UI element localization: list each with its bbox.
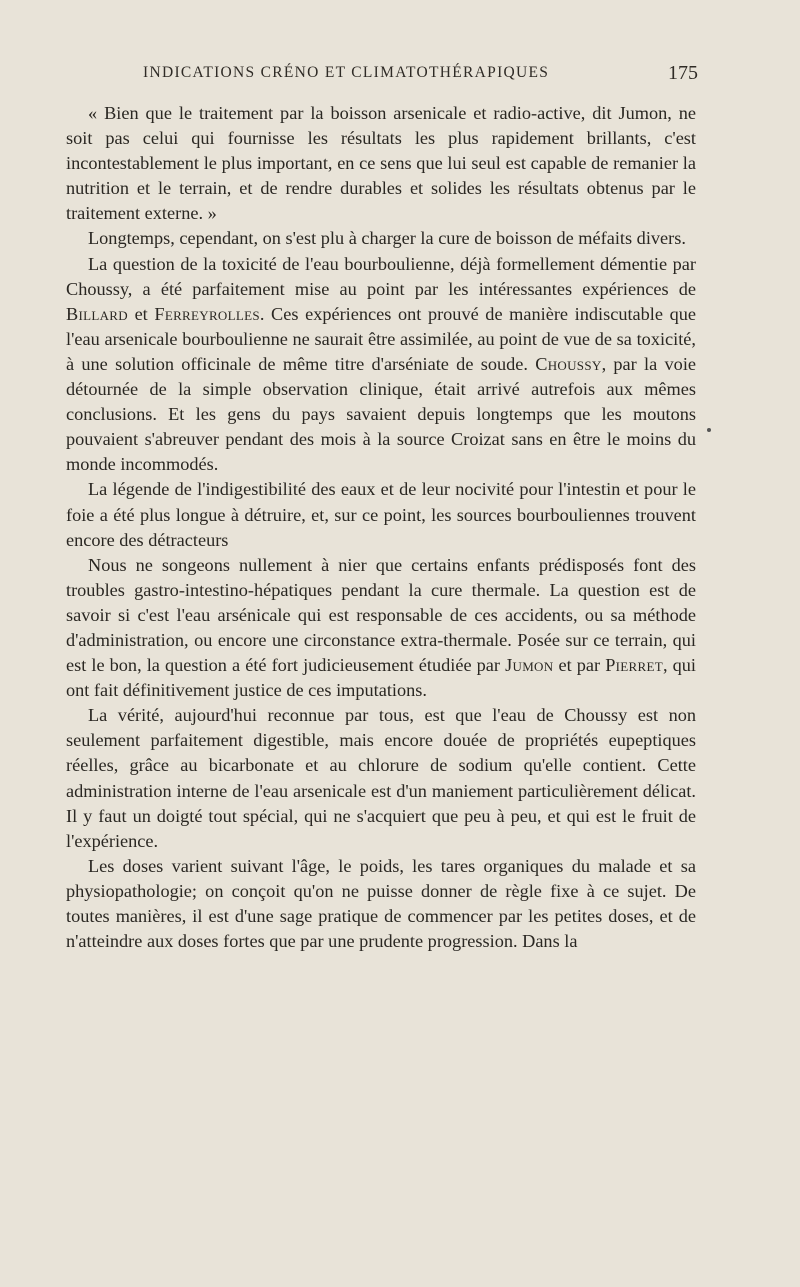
text-run: Nous ne songeons nullement à nier que certains enfants prédisposés font des troubles gastro-intestino-hépatiques pendant la cure thermale. La question est de savoir si c'est l'eau arsénicale qui est responsable de ces accidents, ou sa méthode d'administration, ou encore une circonstance extra-thermale. Posée sur ce terrain, qui est le bon, la question a été fort judicieusement étudiée par xyxy=(66,554,696,676)
paragraph xyxy=(66,252,696,478)
text-run: . Ces expériences ont prouvé de manière indiscutable que l'eau arsenicale bourboulienne ne saurait être assimilée, au point de vue de sa toxicité, à une solution officinale de même titre d'arséniate de soude. xyxy=(66,303,696,374)
text-run: et xyxy=(127,303,155,324)
paragraph xyxy=(66,854,696,954)
running-title: INDICATIONS CRÉNO ET CLIMATOTHÉRAPIQUES xyxy=(143,64,550,81)
paragraph xyxy=(66,101,696,226)
text-run: La vérité, aujourd'hui reconnue par tous, est que l'eau de Choussy est non seulement parfaitement digestible, mais encore douée de propriétés eupeptiques réelles, grâce au bicarbonate et au chlorure de sodium qu'elle contient. Cette administration interne de l'eau arsenicale est d'un maniement particulièrement délicat. Il y faut un doigté tout spécial, qui ne s'acquiert que peu à peu, et qui est le fruit de l'expérience. xyxy=(66,705,696,851)
paragraph xyxy=(66,226,696,251)
text-run: Les doses varient suivant l'âge, le poids, les tares organiques du malade et sa physiopathologie; on conçoit qu'on ne puisse donner de règle fixe à ce sujet. De toutes manières, il est d'une sage pratique de commencer par les petites doses, et de n'atteindre aux doses fortes que par une prudente progression. Dans la xyxy=(66,855,696,952)
text-run: La question de la toxicité de l'eau bourboulienne, déjà formellement démentie par Choussy, a été parfaitement mise au point par les intéressantes expériences de xyxy=(66,253,696,299)
text-run: et par xyxy=(553,655,606,676)
text-run: « Bien que le traitement par la boisson arsenicale et radio-active, dit Jumon, ne soit pas celui qui fournisse les résultats les plus rapidement brillants, c'est incontestablement le plus important, en ce sens que lui seul est capable de remanier la nutrition et le terrain, et de rendre durables et solides les résultats obtenus par le traitement externe. » xyxy=(66,103,696,224)
page-header xyxy=(140,62,698,86)
body-text xyxy=(66,101,696,954)
paragraph xyxy=(66,553,696,704)
page-number: 175 xyxy=(668,62,698,84)
author-name: Ferreyrolles xyxy=(154,303,260,324)
author-name: Choussy xyxy=(535,353,602,374)
ink-speck xyxy=(707,428,711,432)
text-run: , qui ont fait définitivement justice de ces imputations. xyxy=(66,655,696,701)
author-name: Billard xyxy=(66,303,128,324)
author-name: Pierret xyxy=(605,655,663,676)
text-run: La légende de l'indigestibilité des eaux et de leur nocivité pour l'intestin et pour le foie a été plus longue à détruire, et, sur ce point, les sources bourbouliennes trouvent encore des détracteurs xyxy=(66,479,696,550)
author-name: Jumon xyxy=(505,655,554,676)
text-run: Longtemps, cependant, on s'est plu à charger la cure de boisson de méfaits divers. xyxy=(88,228,686,249)
text-run: , par la voie détournée de la simple observation clinique, était arrivé autrefois aux mêmes conclusions. Et les gens du pays savaient depuis longtemps que les moutons pouvaient s'abreuver pendant des mois à la source Croizat sans en être le moins du monde incommodés. xyxy=(66,353,697,475)
paragraph xyxy=(66,477,696,552)
paragraph xyxy=(66,703,696,854)
